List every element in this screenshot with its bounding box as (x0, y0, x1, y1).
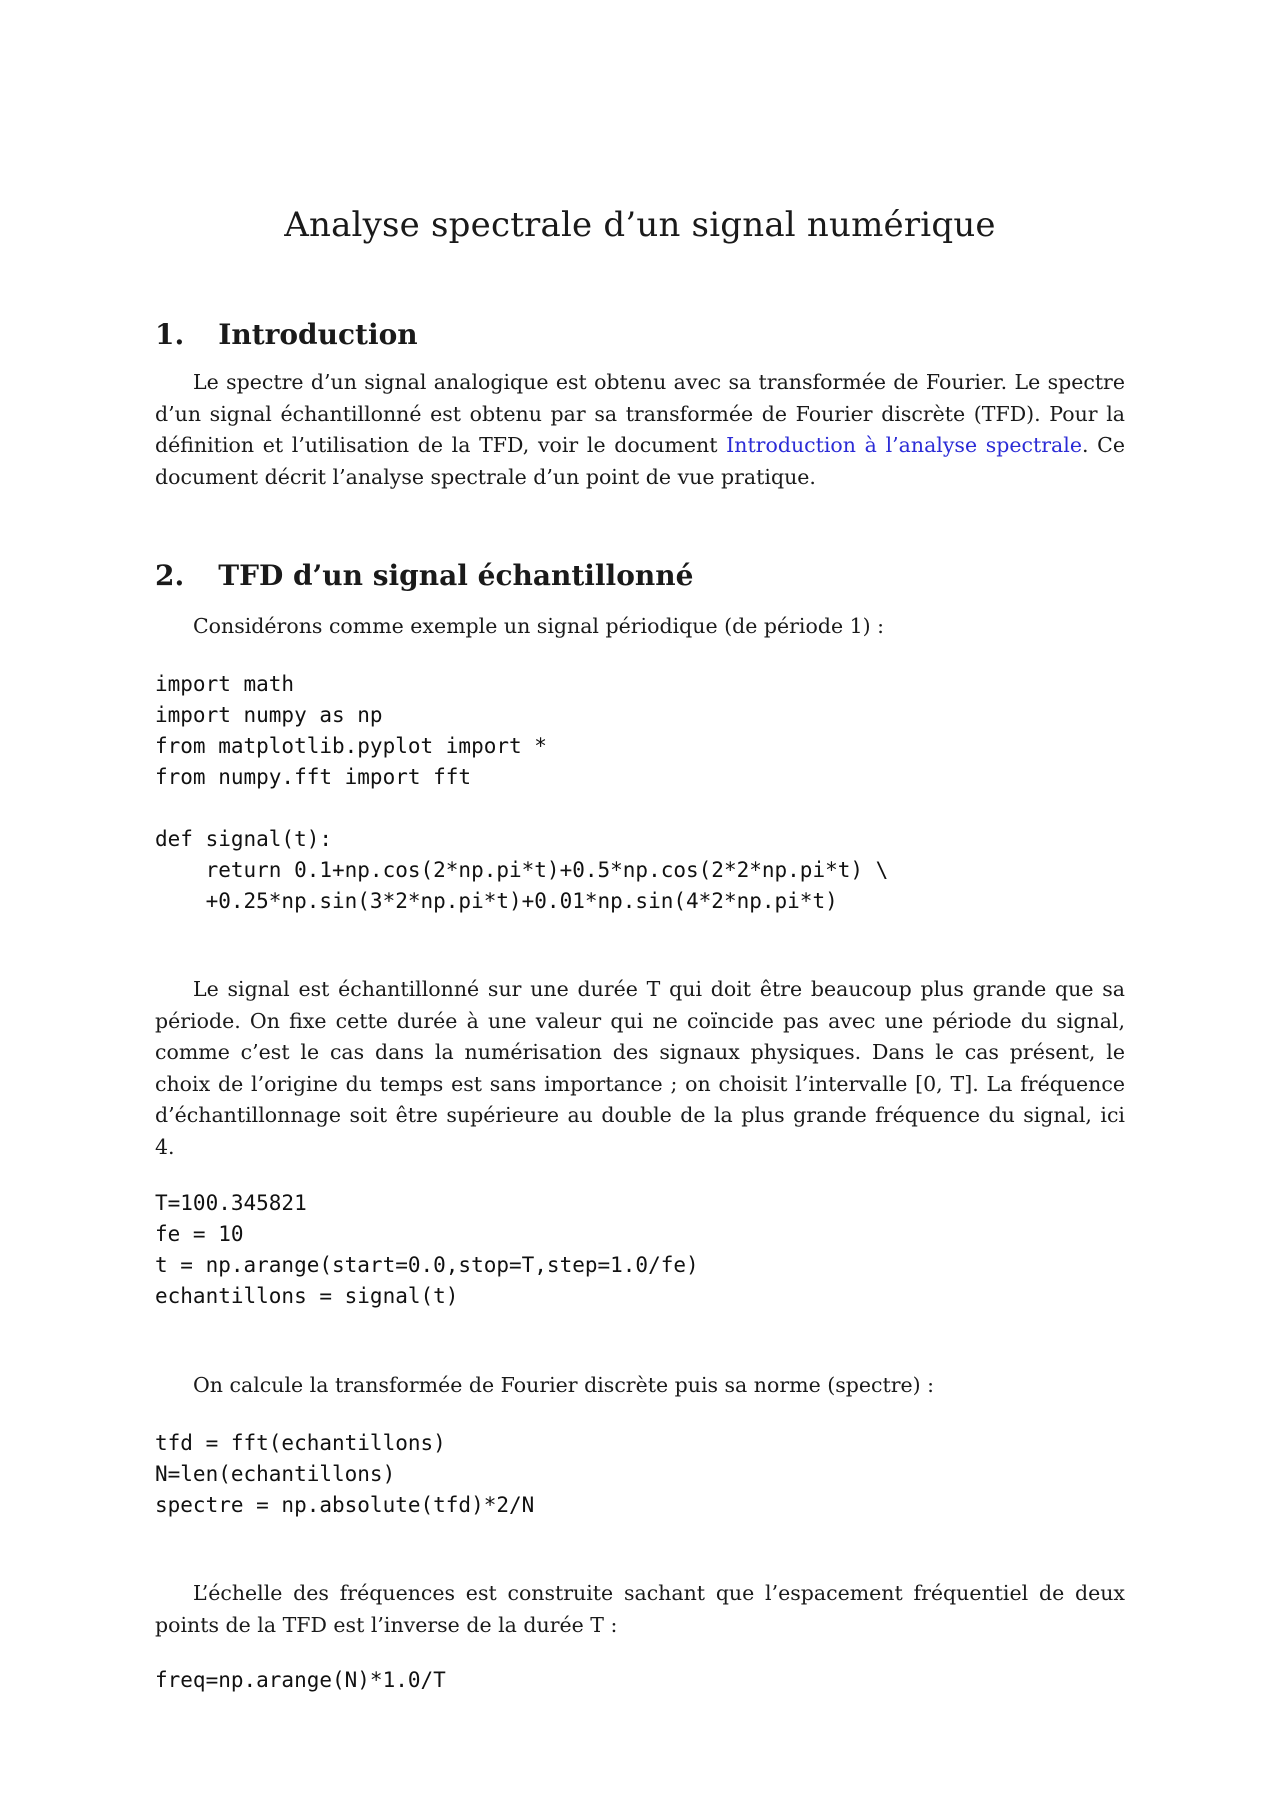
intro-text: Le spectre d’un signal analogique est obtenu avec sa transformée de Fourier. Le spectre d’un signal échantillonné est obtenu par sa transformée de Fourier discrète (TFD). Pour la définition et l’utilisation de la TFD, voir le document (155, 370, 1125, 457)
section-number: 2. (155, 559, 185, 592)
section-number: 1. (155, 318, 185, 351)
section-title: TFD d’un signal échantillonné (218, 559, 694, 592)
code-block-fft: tfd = fft(echantillons) N=len(echantillons) spectre = np.absolute(tfd)*2/N (155, 1431, 535, 1517)
section-title: Introduction (218, 318, 418, 351)
code-block-signal: import math import numpy as np from matplotlib.pyplot import * from numpy.fft import fft def signal(t): return 0.1+np.cos(2*np.pi*t)+0.5*np.cos(2*2*np.pi*t) \ +0.25*np.sin(3*2*np.pi*t)+0.01*np.sin(4*2*np.pi*t) (155, 672, 889, 913)
paragraph-frequences: L’échelle des fréquences est construite sachant que l’espacement fréquentiel de deux points de la TFD est l’inverse de la durée T : (155, 1581, 1125, 1637)
document-title: Analyse spectrale d’un signal numérique (284, 205, 996, 245)
paragraph-considerons: Considérons comme exemple un signal périodique (de période 1) : (193, 614, 885, 638)
section-heading-introduction (155, 318, 418, 351)
code-block-freq: freq=np.arange(N)*1.0/T (155, 1668, 446, 1692)
intro-paragraph (155, 367, 1125, 493)
paragraph-echantillonnage: Le signal est échantillonné sur une durée T qui doit être beaucoup plus grande que sa période. On fixe cette durée à une valeur qui ne coïncide pas avec une période du signal, comme c’est le cas dans la numérisation des signaux physiques. Dans le cas présent, le choix de l’origine du temps est sans importance ; on choisit l’intervalle [0, T]. La fréquence d’échantillonnage soit être supérieure au double de la plus grande fréquence du signal, ici 4. (155, 977, 1125, 1159)
intro-link[interactable]: Introduction à l’analyse spectrale (726, 433, 1082, 457)
code-block-sampling: T=100.345821 fe = 10 t = np.arange(start=0.0,stop=T,step=1.0/fe) echantillons = signal(t) (155, 1191, 699, 1308)
section-heading-tfd (155, 559, 693, 592)
paragraph-tfd: On calcule la transformée de Fourier discrète puis sa norme (spectre) : (193, 1373, 935, 1397)
intro-text-end: . Ce document décrit l’analyse spectrale d’un point de vue pratique. (155, 433, 1125, 489)
